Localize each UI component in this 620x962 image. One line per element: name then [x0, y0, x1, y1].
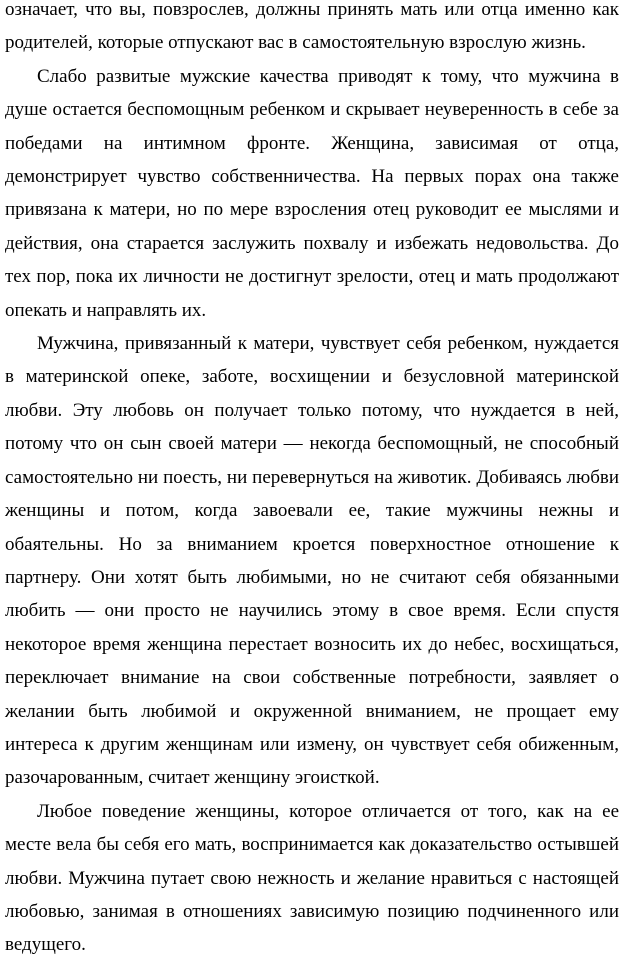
paragraph-4: Любое поведение женщины, которое отличается от того, как на ее месте вела бы себя его мать, воспринимается как доказательство остывшей любви. Мужчина путает свою нежность и желание нравиться с настоящей любовью, занимая в отношениях зависимую позицию подчиненного или ведущего. — [5, 800, 619, 956]
paragraph-3: Мужчина, привязанный к матери, чувствует себя ребенком, нуждается в материнской опеке, заботе, восхищении и безусловной материнской любви. Эту любовь он получает только потому, что нуждается в ней, потому что он сын своей матери — некогда беспомощный, не способный самостоятельно ни поесть, ни перевернуться на животик. Добиваясь любви женщины и потом, когда завоевали ее, такие мужчины нежны и обаятельны. Но за вниманием кроется поверхностное отношение к партнеру. Они хотят быть любимыми, но не считают себя обязанными любить — они просто не научились этому в свое время. Если спустя некоторое время женщина перестает возносить их до небес, восхищаться, переключает внимание на свои собственные потребности, заявляет о желании быть любимой и окруженной вниманием, не прощает ему интереса к другим женщинам или измену, он чувствует себя обиженным, разочарованным, считает женщину эгоисткой. — [5, 333, 619, 789]
document-page — [5, 0, 619, 962]
paragraph-2: Слабо развитые мужские качества приводят к тому, что мужчина в душе остается беспомощным ребенком и скрывает неуверенность в себе за победами на интимном фронте. Женщина, зависимая от отца, демонстрирует чувство собственничества. На первых порах она также привязана к матери, но по мере взросления отец руководит ее мыслями и действия, она старается заслужить похвалу и избежать недовольства. До тех пор, пока их личности не достигнут зрелости, отец и мать продолжают опекать и направлять их. — [5, 65, 619, 321]
paragraph-1: означает, что вы, повзрослев, должны принять мать или отца именно как родителей, которые отпускают вас в самостоятельную взрослую жизнь. — [5, 0, 619, 54]
